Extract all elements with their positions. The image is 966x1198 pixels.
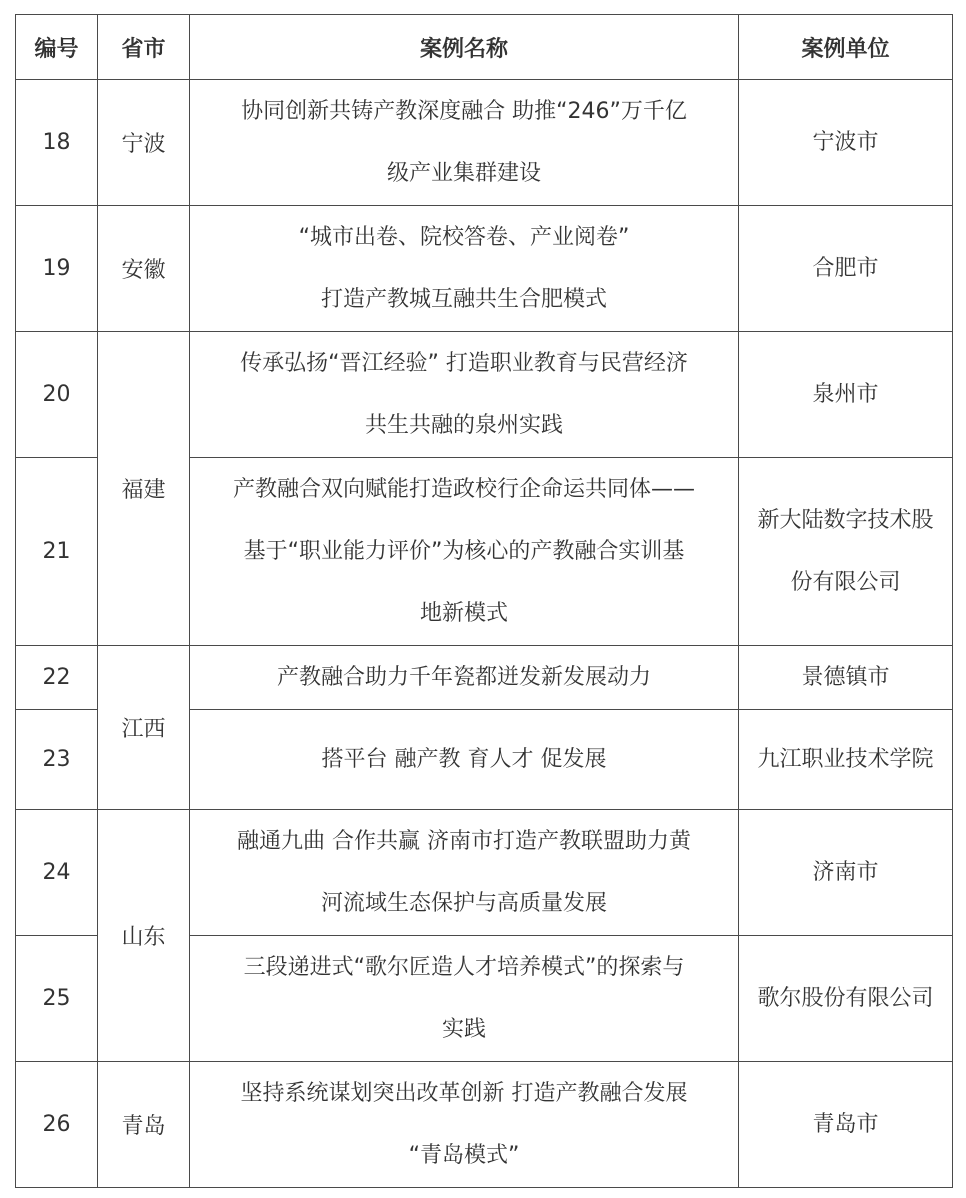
case-province: 江西	[98, 646, 190, 810]
case-name-line: 三段递进式“歌尔匠造人才培养模式”的探索与	[243, 954, 685, 980]
header-row	[16, 15, 953, 80]
cases-table	[15, 14, 953, 1188]
case-unit-line: 济南市	[812, 859, 879, 885]
table-row	[16, 1062, 953, 1188]
case-province: 山东	[98, 810, 190, 1062]
case-number: 20	[16, 332, 98, 458]
case-unit	[739, 80, 953, 206]
case-province: 宁波	[98, 80, 190, 206]
case-number: 22	[16, 646, 98, 710]
case-unit-line: 宁波市	[812, 129, 879, 155]
case-number: 19	[16, 206, 98, 332]
table-row	[16, 810, 953, 936]
case-unit	[739, 458, 953, 646]
case-name-line: 坚持系统谋划突出改革创新 打造产教融合发展	[240, 1080, 688, 1106]
case-province: 福建	[98, 332, 190, 646]
case-name	[190, 646, 739, 710]
case-number: 24	[16, 810, 98, 936]
case-name-line: 传承弘扬“晋江经验” 打造职业教育与民营经济	[240, 350, 688, 376]
header-num: 编号	[16, 15, 98, 80]
case-name-line: “青岛模式”	[408, 1142, 520, 1168]
case-name-line: 打造产教城互融共生合肥模式	[320, 286, 607, 312]
case-number: 23	[16, 710, 98, 810]
header-name: 案例名称	[190, 15, 739, 80]
case-name	[190, 332, 739, 458]
case-unit	[739, 646, 953, 710]
case-name-line: 基于“职业能力评价”为核心的产教融合实训基	[243, 538, 685, 564]
table-row	[16, 206, 953, 332]
table-row	[16, 80, 953, 206]
case-unit	[739, 206, 953, 332]
case-province: 青岛	[98, 1062, 190, 1188]
case-name-line: 产教融合助力千年瓷都迸发新发展动力	[276, 664, 651, 690]
case-unit-line: 青岛市	[812, 1111, 879, 1137]
case-number: 25	[16, 936, 98, 1062]
case-name-line: 河流域生态保护与高质量发展	[320, 890, 607, 916]
case-unit-line: 泉州市	[812, 381, 879, 407]
case-unit-line: 景德镇市	[801, 664, 890, 690]
case-name-line: 级产业集群建设	[386, 160, 541, 186]
case-unit-line: 份有限公司	[790, 569, 901, 595]
case-unit	[739, 936, 953, 1062]
case-name	[190, 710, 739, 810]
case-name	[190, 458, 739, 646]
case-number: 26	[16, 1062, 98, 1188]
case-name	[190, 1062, 739, 1188]
case-unit-line: 歌尔股份有限公司	[757, 985, 934, 1011]
case-name-line: 产教融合双向赋能打造政校行企命运共同体——	[232, 476, 695, 502]
case-name-line: 地新模式	[419, 600, 508, 626]
case-name	[190, 810, 739, 936]
case-name-line: 实践	[441, 1016, 486, 1042]
case-unit	[739, 810, 953, 936]
table-row	[16, 332, 953, 458]
case-name-line: 融通九曲 合作共赢 济南市打造产教联盟助力黄	[237, 828, 691, 854]
case-name-line: 协同创新共铸产教深度融合 助推“246”万千亿	[241, 98, 687, 124]
case-name	[190, 206, 739, 332]
case-unit-line: 合肥市	[812, 255, 879, 281]
case-number: 21	[16, 458, 98, 646]
case-number: 18	[16, 80, 98, 206]
case-province: 安徽	[98, 206, 190, 332]
case-name	[190, 936, 739, 1062]
case-unit	[739, 332, 953, 458]
case-unit-line: 九江职业技术学院	[757, 746, 934, 772]
header-province: 省市	[98, 15, 190, 80]
header-unit: 案例单位	[739, 15, 953, 80]
case-name-line: 搭平台 融产教 育人才 促发展	[321, 746, 607, 772]
case-unit-line: 新大陆数字技术股	[757, 507, 934, 533]
case-name-line: 共生共融的泉州实践	[364, 412, 563, 438]
case-name	[190, 80, 739, 206]
case-unit	[739, 1062, 953, 1188]
table-row	[16, 646, 953, 710]
case-unit	[739, 710, 953, 810]
case-name-line: “城市出卷、院校答卷、产业阅卷”	[298, 224, 630, 250]
